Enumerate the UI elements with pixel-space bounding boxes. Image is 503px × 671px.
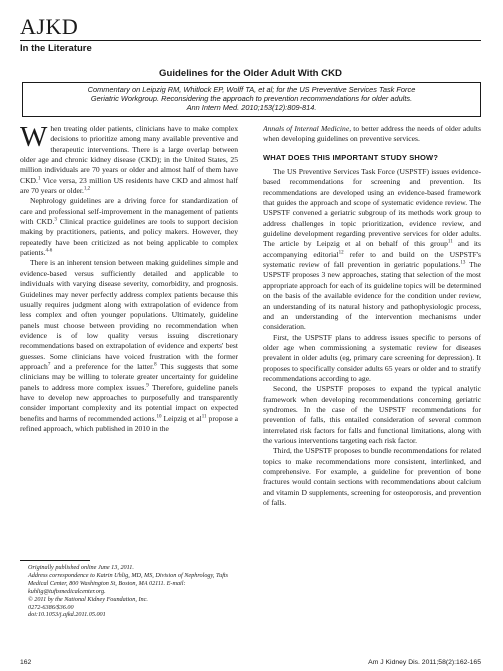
paragraph-text: hen treating older patients, clinicians have to make complex decisions to prioritize among many available preventive and therapeutic interventions. There is a large overlap between older age and chronic kidney disease (CKD); in the United States, 25 million individuals are 70 years or older and almost half of them have CKD. — [20, 124, 238, 185]
commentary-line: Ann Intern Med. 2010;153(12):809-814. — [186, 103, 317, 113]
citation-mark: 13 — [460, 260, 466, 266]
footnote-line: 0272-6386/$36.00 — [28, 603, 74, 611]
citation-mark: 11 — [447, 239, 453, 245]
article-title: Guidelines for the Older Adult With CKD — [159, 68, 342, 79]
journal-citation: Am J Kidney Dis. 2011;58(2):162-165 — [368, 659, 481, 666]
paragraph — [263, 167, 481, 333]
paragraph-text: Leipzig et al — [161, 413, 202, 423]
section-heading: WHAT DOES THIS IMPORTANT STUDY SHOW? — [263, 152, 439, 162]
paragraph-text: This suggests that some clinicians may be willing to tolerate greater uncertainty for guideline panels to address more complex issues. — [20, 361, 238, 392]
paragraph-text: The US Preventive Services Task Force (USPSTF) issues evidence-based recommendations for screening and prevention. Its recommendations are developed using an evidence-based framework that guides the approach and scope of systematic evidence review. The USPSTF convened a geriatric subgroup of its methods work group to address challenges in topic prioritization, evidence review, and guideline development regarding preventive services for older adults. The article by Leipzig et al on behalf of this group — [263, 167, 481, 249]
footnote-line: doi:10.1053/j.ajkd.2011.05.001 — [28, 611, 106, 619]
paragraph — [20, 258, 238, 434]
left-column — [20, 121, 238, 434]
commentary-line: Geriatric Workgroup. Reconsidering the approach to prevention recommendations for older adults. — [90, 94, 413, 104]
paragraph-text: Vice versa, 23 million US residents have CKD and almost half are 70 years or older. — [20, 175, 238, 196]
paragraph: Second, the USPSTF proposes to expand the typical analytic framework when developing recommendations concerning geriatric syndromes. In the case of the USPSTF recommendations for prevention of falls, this entailed consideration of several common interrelated risk factors for falls and functional limitations, along with the various interventions targeting each risk factor. — [263, 384, 481, 445]
paragraph-text: The USPSTF proposes 3 new approaches, stating that selection of the most appropriate approach for each of its guideline topics will be determined on the basis of the available evidence for the condition under review, an understanding of its natural history and pathophysiologic process, and an understanding of the intervention mechanisms under consideration. — [263, 260, 481, 332]
citation-mark: 1,2 — [83, 186, 91, 192]
citation-mark: 8 — [154, 362, 157, 368]
citation-mark: 12 — [338, 250, 344, 256]
journal-logo: AJKD — [20, 14, 79, 39]
paragraph-text: and its accompanying editorial — [263, 239, 481, 259]
paragraph-text: Clinical practice guidelines are tools to support decision making by practitioners, patients, and policy makers. However, they repeatedly have been criticized as not being applicable to complex patients. — [20, 217, 238, 258]
citation-mark: 10 — [156, 414, 162, 420]
footnote-line: Address correspondence to Katrin Uhlig, MD, MS, Division of Nephrology, Tufts Medical Center, 800 Washington St, Boston, MA 02111. E-mail: kuhlig@tuftsmedicalcenter.org. — [28, 571, 229, 595]
citation-mark: 7 — [47, 362, 51, 368]
paragraph — [263, 124, 481, 145]
paragraph-text: to better address the needs of older adults when developing guidelines on preventive services. — [263, 124, 482, 144]
paragraph-text: Nephrology guidelines are a driving force for standardization of care and professional self-improvement in the management of patients with CKD. — [20, 196, 238, 227]
journal-name: Annals of Internal Medicine, — [263, 124, 352, 133]
citation-mark: 1 — [37, 176, 41, 182]
header-rule — [20, 40, 481, 41]
article-footnote — [20, 560, 238, 619]
footnote-line: © 2011 by the National Kidney Foundation, Inc. — [28, 595, 148, 603]
commentary-line: Commentary on Leipzig RM, Whitlock EP, Wolff TA, et al; for the US Preventive Services Task Force — [87, 85, 416, 94]
citation-mark: 3 — [54, 217, 57, 223]
commentary-box — [22, 82, 481, 117]
paragraph: First, the USPSTF plans to address issues specific to persons of older age when commissioning a systematic review for diseases prevalent in older adults (eg, primary care screening for depression). It proposes to specifically consider adults 65 years or older and to stratify recommendations according to age. — [263, 332, 481, 383]
paragraph-text: propose a refined approach, which published in 2010 in the — [20, 413, 238, 433]
paragraph-text: and a preference for the latter. — [50, 361, 155, 371]
paragraph: Third, the USPSTF proposes to bundle recommendations for related topics to make recommendations more consistent, interlinked, and comprehensive. For example, a guideline for prevention of bone fractures would contain sections with recommendations about calcium and vitamin D supplements, screening for osteoporosis, and prevention of falls. — [263, 446, 481, 508]
drop-cap: W — [20, 121, 48, 153]
citation-mark: 9 — [146, 383, 149, 389]
paragraph-text: There is an inherent tension between making guidelines simple and evidence-based versus sufficiently detailed and applicable to individuals with varying disease severity, comorbidity, and prognosis. Guidelines may never perfectly address complex patients because this usually requires judgment along with extrapolation of evidence from less complex and often younger populations. Ultimately, guideline panels must choose between providing no recommendation when evidence is of low quality versus issuing discretionary recommendations based on extrapolation of evidence and experts' best guesses. Some clinicians have voiced frustration with the former approach — [20, 258, 238, 371]
page-number: 162 — [20, 659, 32, 666]
footnote-line: Originally published online June 13, 2011. — [28, 564, 134, 571]
section-label: In the Literature — [20, 43, 92, 54]
paragraph — [20, 121, 238, 196]
footnote-rule — [20, 560, 90, 561]
right-column — [263, 124, 481, 508]
citation-mark: 4-6 — [45, 248, 53, 254]
paragraph-text: Therefore, guideline panels have to develop new approaches to purposefully and transparently consider important complexity and its potential impact on expected benefits and harms of recommended actions. — [20, 382, 238, 423]
citation-mark: 11 — [201, 414, 207, 420]
paragraph — [20, 196, 238, 258]
paragraph-text: refer to and build on the USPSTF's systematic review of fall prevention in geriatric populations. — [263, 249, 482, 270]
